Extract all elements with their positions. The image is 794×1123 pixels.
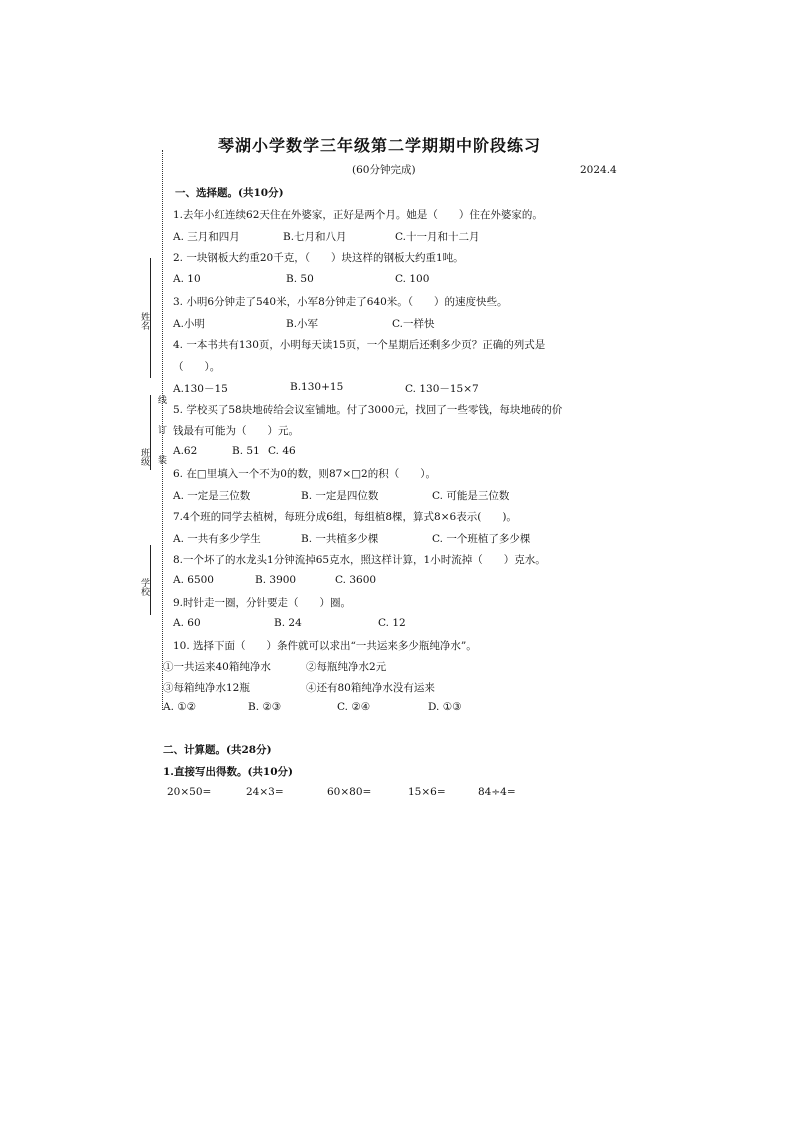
- q1-option-c: C.十一月和十二月: [395, 231, 480, 243]
- question-9: 9.时针走一圈，分针要走（ ）圈。: [173, 597, 352, 609]
- q10-condition-4: ④还有80箱纯净水没有运来: [306, 682, 435, 694]
- question-4: 4. 一本书共有130页，小明每天读15页，一个星期后还剩多少页？正确的列式是: [173, 339, 546, 351]
- date: 2024.4: [580, 164, 617, 176]
- q7-option-a: A. 一共有多少学生: [173, 533, 261, 545]
- subtitle: (60分钟完成): [352, 164, 416, 176]
- q8-option-b: B. 3900: [255, 574, 297, 586]
- question-10: 10. 选择下面（ ）条件就可以求出“一共运来多少瓶纯净水”。: [173, 640, 477, 652]
- q2-option-c: C. 100: [395, 273, 430, 285]
- q3-option-b: B.小军: [286, 318, 319, 330]
- q6-option-b: B. 一定是四位数: [301, 490, 379, 502]
- q10-condition-1: ①一共运来40箱纯净水: [163, 661, 271, 673]
- question-8: 8.一个坏了的水龙头1分钟流掉65克水，照这样计算，1小时流掉（ ）克水。: [173, 554, 546, 566]
- school-label: 学校: [139, 578, 149, 596]
- section1-heading: 一、选择题。(共10分): [175, 187, 284, 199]
- q10-condition-2: ②每瓶纯净水2元: [306, 661, 387, 673]
- class-label: 班级: [139, 448, 149, 466]
- binding-mark-xian: 线: [156, 395, 166, 404]
- q10-option-d: D. ①③: [428, 701, 462, 713]
- q2-option-b: B. 50: [286, 273, 314, 285]
- q7-option-b: B. 一共植多少棵: [301, 533, 379, 545]
- question-5: 5. 学校买了58块地砖给会议室铺地。付了3000元，找回了一些零钱，每块地砖的价: [173, 404, 563, 416]
- q10-condition-3: ③每箱纯净水12瓶: [163, 682, 250, 694]
- question-2: 2. 一块钢板大约重20千克，（ ）块这样的钢板大约重1吨。: [173, 252, 464, 264]
- q2-option-a: A. 10: [173, 273, 201, 285]
- name-label: 姓名: [139, 312, 149, 330]
- q1-option-a: A. 三月和四月: [173, 231, 240, 243]
- q4-option-c: C. 130－15×7: [405, 383, 479, 395]
- q5-option-b: B. 51: [232, 445, 260, 457]
- q9-option-a: A. 60: [173, 617, 201, 629]
- question-4-cont: （ ）。: [173, 361, 221, 373]
- calc-item: 20×50=: [167, 786, 212, 798]
- q9-option-b: B. 24: [274, 617, 302, 629]
- q5-option-a: A.62: [173, 445, 198, 457]
- binding-mark-ding: 订: [156, 425, 166, 434]
- question-3: 3. 小明6分钟走了540米，小军8分钟走了640米。（ ）的速度快些。: [173, 296, 508, 308]
- q3-option-c: C.一样快: [392, 318, 435, 330]
- calc-item: 24×3=: [246, 786, 284, 798]
- q8-option-c: C. 3600: [335, 574, 377, 586]
- q5-option-c: C. 46: [268, 445, 296, 457]
- q1-option-b: B.七月和八月: [283, 231, 347, 243]
- q10-option-a: A. ①②: [163, 701, 197, 713]
- q4-option-a: A.130－15: [173, 383, 228, 395]
- question-6: 6. 在□里填入一个不为0的数，则87×□2的积（ ）。: [173, 468, 436, 480]
- q10-option-b: B. ②③: [248, 701, 282, 713]
- question-7: 7.4个班的同学去植树，每班分成6组，每组植8棵，算式8×6表示( )。: [173, 511, 517, 523]
- q10-option-c: C. ②④: [337, 701, 371, 713]
- q6-option-a: A. 一定是三位数: [173, 490, 251, 502]
- section2-heading: 二、计算题。(共28分): [163, 744, 272, 756]
- q8-option-a: A. 6500: [173, 574, 214, 586]
- q9-option-c: C. 12: [378, 617, 406, 629]
- page-title: 琴湖小学数学三年级第二学期期中阶段练习: [218, 136, 542, 155]
- q3-option-a: A.小明: [173, 318, 205, 330]
- calc-item: 84÷4=: [478, 786, 516, 798]
- question-5-cont: 钱最有可能为（ ）元。: [173, 425, 299, 437]
- section2-sub-heading: 1.直接写出得数。(共10分): [163, 766, 294, 778]
- q7-option-c: C. 一个班植了多少棵: [432, 533, 531, 545]
- q4-option-b: B.130+15: [290, 381, 344, 393]
- question-1: 1.去年小红连续62天住在外婆家，正好是两个月。她是（ ）住在外婆家的。: [173, 209, 543, 221]
- calc-item: 60×80=: [327, 786, 372, 798]
- calc-item: 15×6=: [408, 786, 446, 798]
- q6-option-c: C. 可能是三位数: [432, 490, 510, 502]
- binding-mark-zhuang: 装: [156, 455, 166, 464]
